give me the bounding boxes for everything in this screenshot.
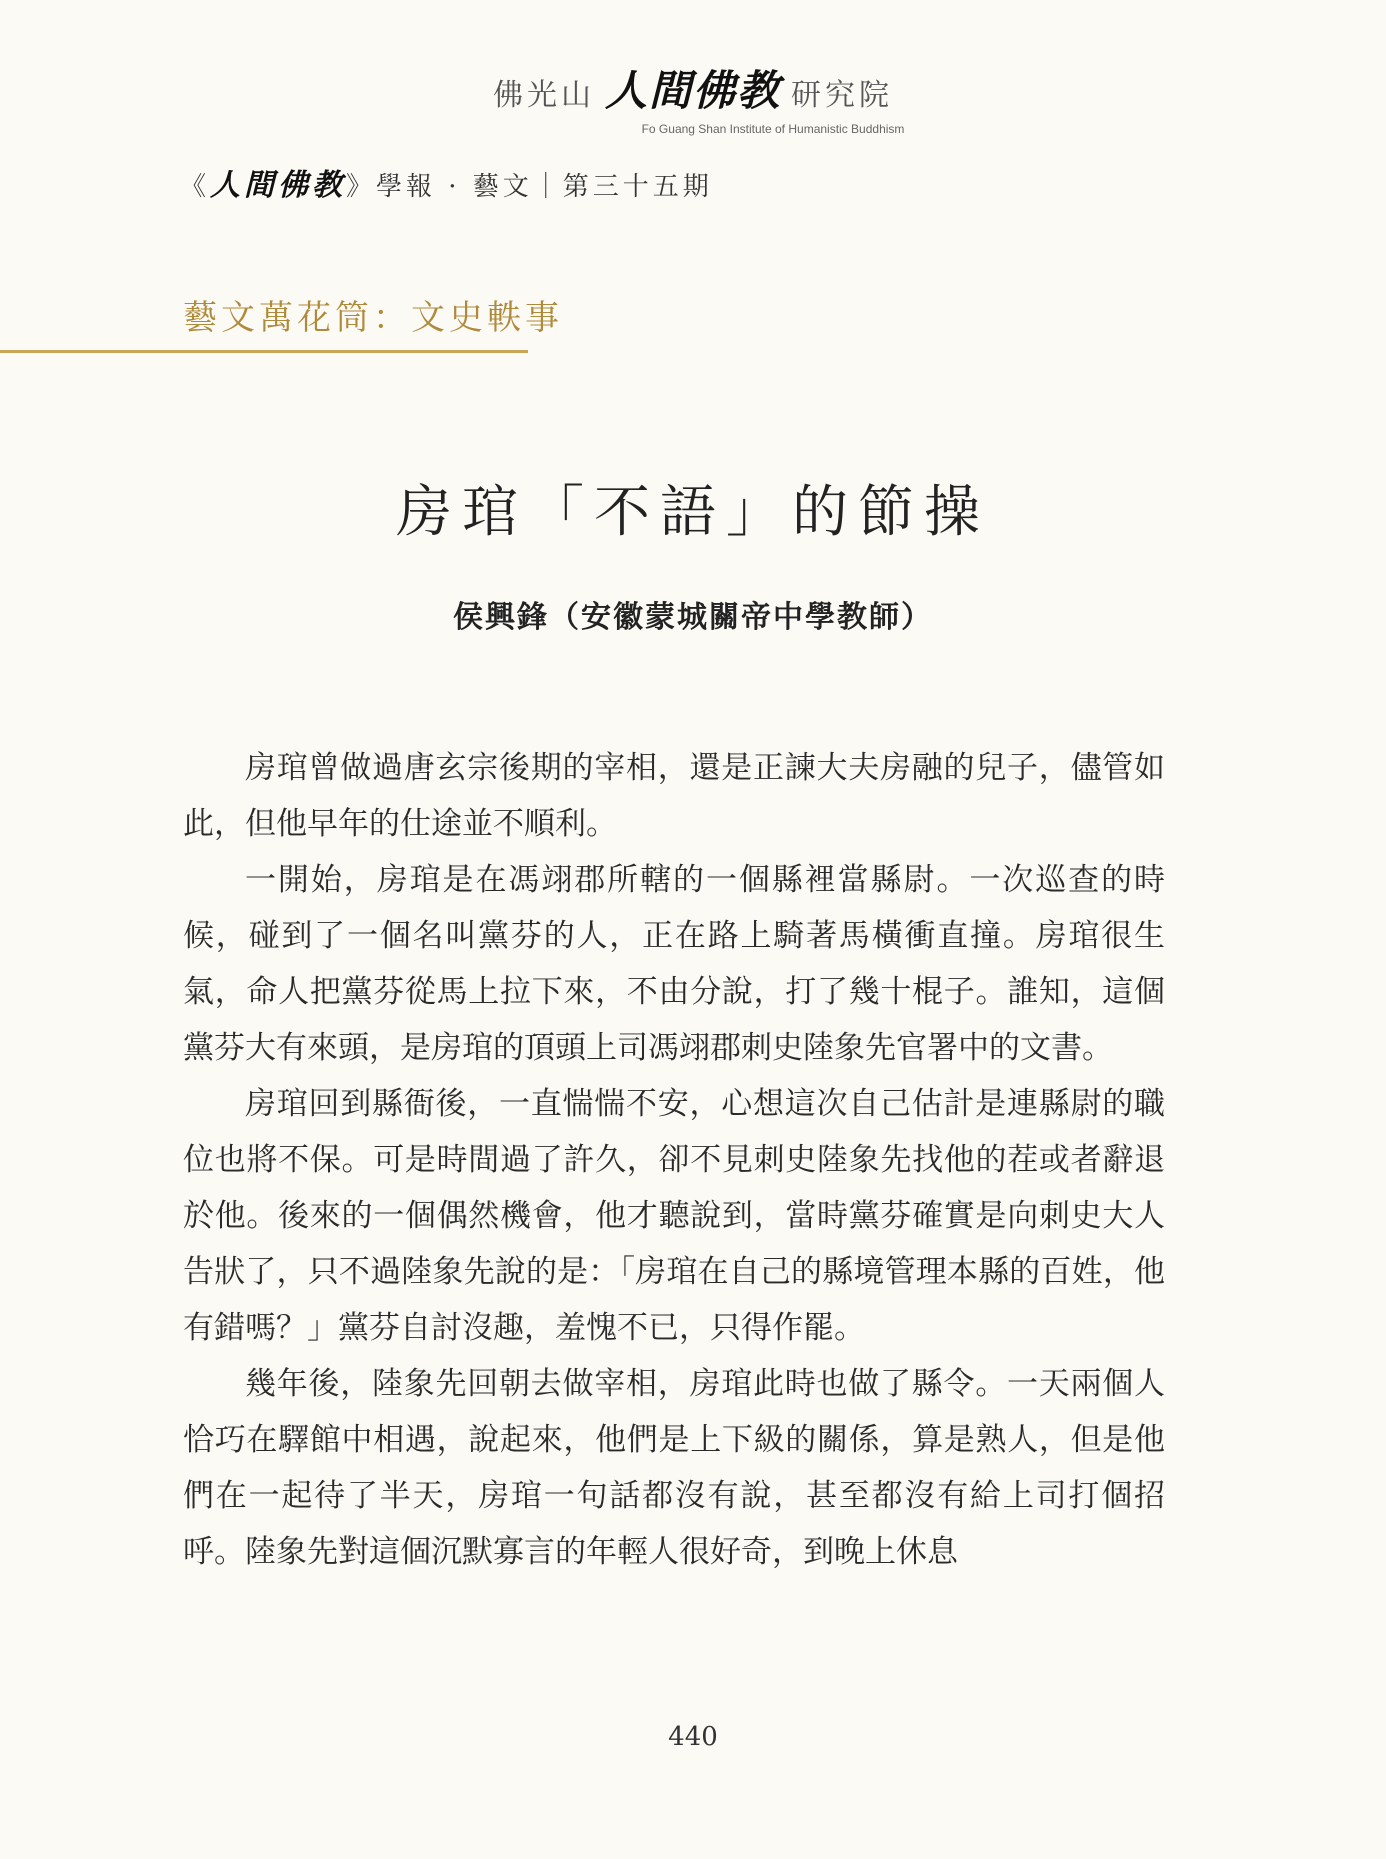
journal-title [180,160,713,204]
institute-suffix: 研究院 [791,78,893,113]
journal-rest: 》學報 · 藝文｜第三十五期 [346,172,713,202]
article-body [183,740,1165,1580]
journal-open: 《 [180,172,211,202]
section-divider [0,350,528,353]
institute-header [0,58,1386,136]
paragraph: 一開始，房琯是在馮翊郡所轄的一個縣裡當縣尉。一次巡查的時候，碰到了一個名叫黨芬的人，正在路上騎著馬橫衝直撞。房琯很生氣，命人把黨芬從馬上拉下來，不由分說，打了幾十棍子。誰知，這個黨芬大有來頭，是房琯的頂頭上司馮翊郡刺史陸象先官署中的文書。 [183,862,1165,1066]
institute-english-name: Fo Guang Shan Institute of Humanistic Buddhism [641,122,905,136]
article-author: 侯興鋒（安徽蒙城關帝中學教師） [453,600,933,635]
paragraph: 房琯回到縣衙後，一直惴惴不安，心想這次自己估計是連縣尉的職位也將不保。可是時間過了許久，卻不見刺史陸象先找他的茬或者辭退於他。後來的一個偶然機會，他才聽說到，當時黨芬確實是向刺史大人告狀了，只不過陸象先說的是：「房琯在自己的縣境管理本縣的百姓，他有錯嗎？」黨芬自討沒趣，羞愧不已，只得作罷。 [183,1086,1165,1346]
institute-prefix: 佛光山 [492,78,595,113]
paragraph: 幾年後，陸象先回朝去做宰相，房琯此時也做了縣令。一天兩個人恰巧在驛館中相遇，說起來，他們是上下級的關係，算是熟人，但是他們在一起待了半天，房琯一句話都沒有說，甚至都沒有給上司打個招呼。陸象先對這個沉默寡言的年輕人很好奇，到晚上休息 [183,1366,1165,1570]
page-number: 440 [668,1722,718,1752]
institute-brand: 人間佛教 [604,66,781,115]
institute-name [0,58,1386,118]
article-title: 房琯「不語」的節操 [396,480,990,545]
paragraph: 房琯曾做過唐玄宗後期的宰相，還是正諫大夫房融的兒子，儘管如此，但他早年的仕途並不順利。 [183,750,1165,842]
journal-brand: 人間佛教 [210,168,347,203]
section-title: 藝文萬花筒：文史軼事 [183,298,563,338]
